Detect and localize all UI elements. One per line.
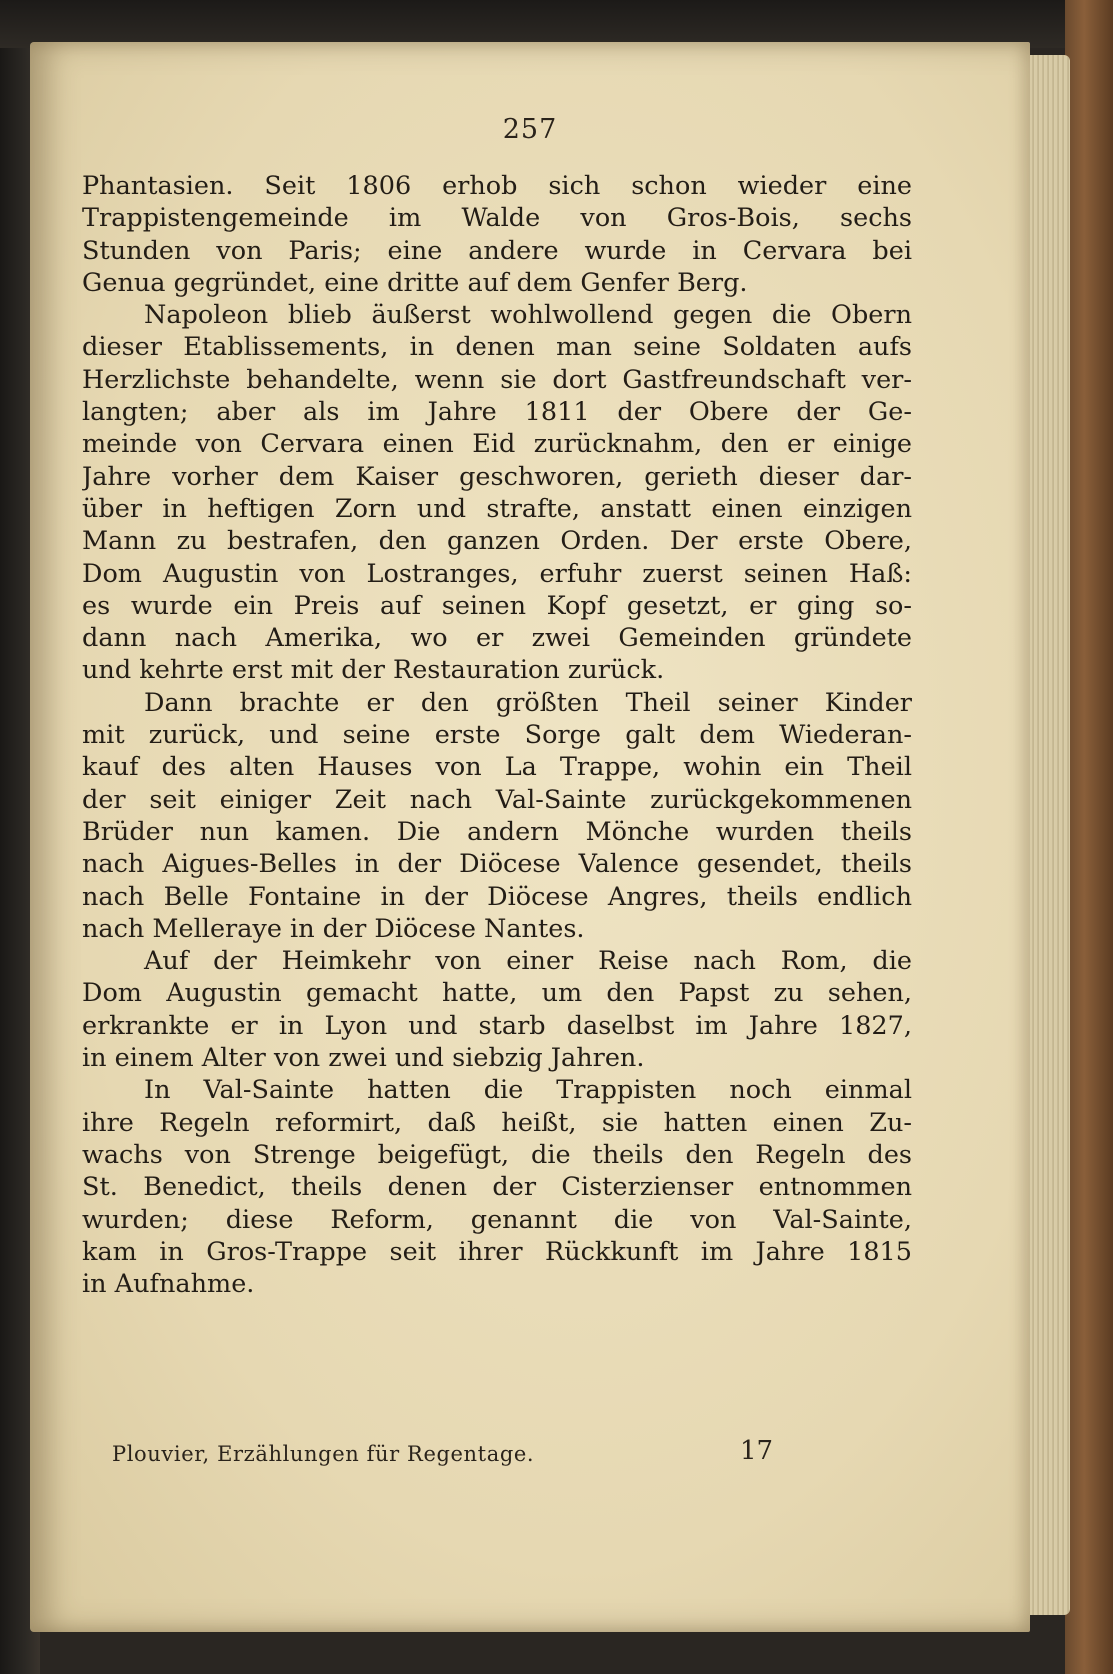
text-line: in Aufnahme. [82,1269,255,1300]
text-line: meinde von Cervara einen Eid zurücknahm, den er einige [82,429,912,460]
text-line: es wurde ein Preis auf seinen Kopf gesetzt, er ging so- [82,590,912,621]
text-line: Dom Augustin gemacht hatte, um den Papst zu sehen, [82,978,912,1009]
text-line: und kehrte erst mit der Restauration zurück. [82,655,665,686]
text-line: Phantasien. Seit 1806 erhob sich schon wieder eine [82,171,912,201]
book-page [30,42,1030,1632]
text-line: nach Belle Fontaine in der Diöcese Angres, theils endlich [82,881,912,912]
text-line: Dom Augustin von Lostranges, erfuhr zuerst seinen Haß: [82,558,912,589]
text-line: über in heftigen Zorn und strafte, anstatt einen einzigen [82,493,912,524]
book-cover-top [0,0,1113,48]
text-line: nach Melleraye in der Diöcese Nantes. [82,913,585,944]
text-line: In Val-Sainte hatten die Trappisten noch einmal [144,1075,912,1106]
text-line: langten; aber als im Jahre 1811 der Obere der Ge- [82,397,912,428]
text-line: mit zurück, und seine erste Sorge galt dem Wiederan- [82,720,912,751]
printer-signature: Plouvier, Erzählungen für Regentage. [112,1442,535,1466]
text-line: Trappistengemeinde im Walde von Gros-Bois, sechs [82,203,912,234]
text-line: Jahre vorher dem Kaiser geschworen, gerieth dieser dar- [82,461,912,492]
text-line: kauf des alten Hauses von La Trappe, wohin ein Theil [82,752,912,783]
text-line: dieser Etablissements, in denen man seine Soldaten aufs [82,332,912,363]
page-number: 257 [502,114,558,145]
book-cover-right [1065,0,1113,1674]
text-line: der seit einiger Zeit nach Val-Sainte zurückgekommenen [82,784,912,815]
text-line: St. Benedict, theils denen der Cisterzienser entnommen [82,1172,912,1203]
text-line: in einem Alter von zwei und siebzig Jahren. [82,1043,645,1074]
text-line: dann nach Amerika, wo er zwei Gemeinden gründete [82,623,912,654]
text-line: Dann brachte er den größten Theil seiner Kinder [144,687,912,718]
text-line: Herzlichste behandelte, wenn sie dort Gastfreundschaft ver- [82,364,912,395]
text-line: wurden; diese Reform, genannt die von Val-Sainte, [82,1204,912,1235]
text-line: Mann zu bestrafen, den ganzen Orden. Der erste Obere, [82,526,912,557]
text-line: Brüder nun kamen. Die andern Mönche wurden theils [82,816,912,847]
page-footer [112,1436,912,1474]
text-line: nach Aigues-Belles in der Diöcese Valence gesendet, theils [82,849,912,880]
text-line: kam in Gros-Trappe seit ihrer Rückkunft im Jahre 1815 [82,1236,912,1267]
text-line: Stunden von Paris; eine andere wurde in Cervara bei [82,235,912,266]
text-line: wachs von Strenge beigefügt, die theils den Regeln des [82,1139,912,1170]
text-line: erkrankte er in Lyon und starb daselbst im Jahre 1827, [82,1010,912,1041]
body-text [82,170,912,1300]
text-line: Genua gegründet, eine dritte auf dem Genfer Berg. [82,267,748,298]
text-line: Napoleon blieb äußerst wohlwollend gegen die Obern [144,300,912,331]
text-line: Auf der Heimkehr von einer Reise nach Rom, die [144,946,912,977]
text-line: ihre Regeln reformirt, daß heißt, sie hatten einen Zu- [82,1107,912,1138]
sheet-number: 17 [740,1436,774,1466]
